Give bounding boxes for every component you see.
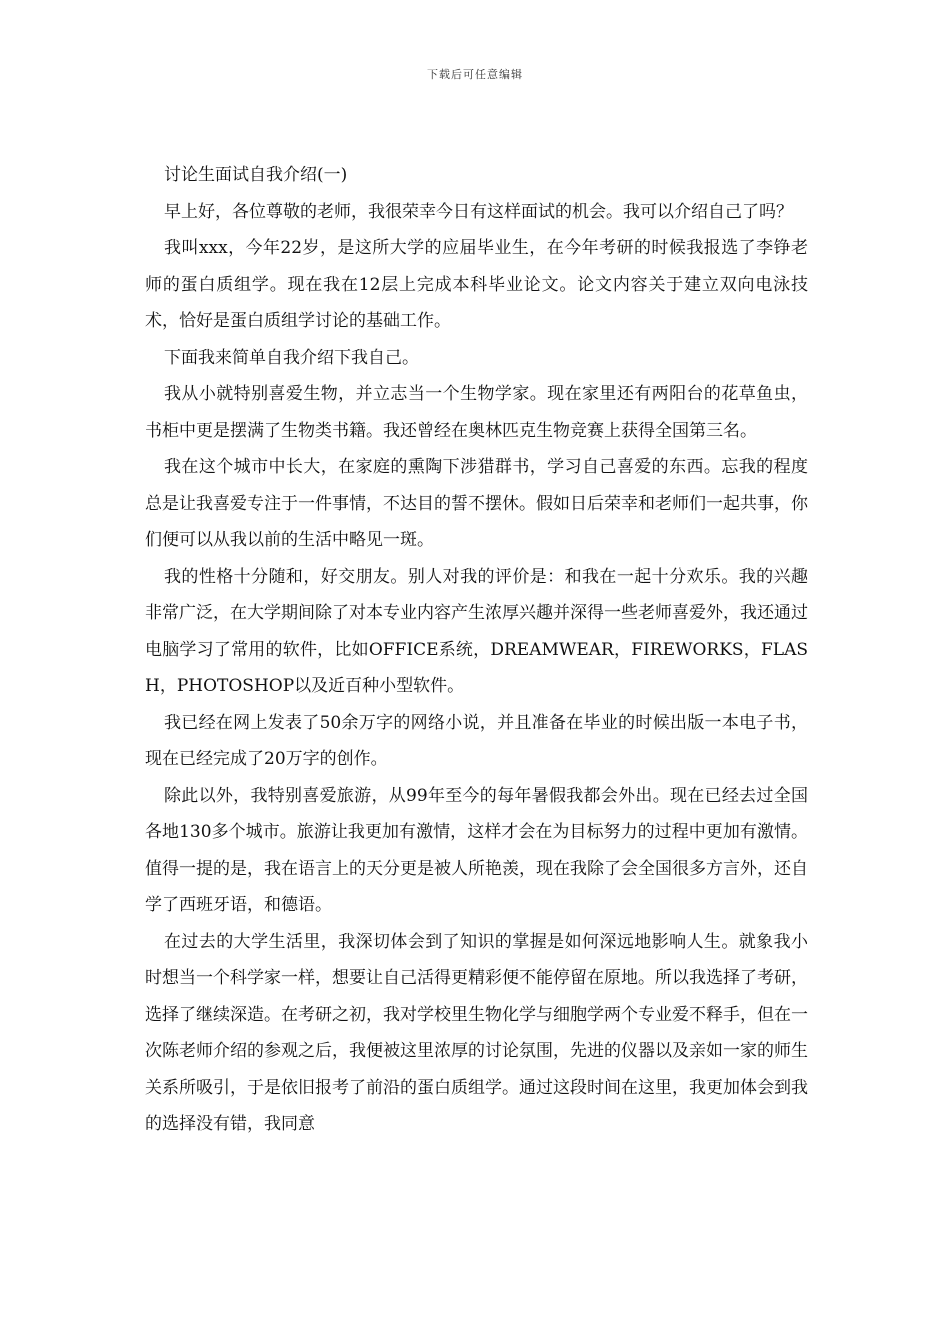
- paragraph-travel: 除此以外，我特别喜爱旅游，从99年至今的每年暑假我都会外出。现在已经去过全国各地130多个城市。旅游让我更加有激情，这样才会在为目标努力的过程中更加有激情。值得一提的是，我在语言上的天分更是被人所艳羡，现在我除了会全国很多方言外，还自学了西班牙语，和德语。: [145, 785, 808, 915]
- page-header: 下载后可任意编辑: [427, 68, 523, 81]
- paragraph-university-life: 在过去的大学生活里，我深切体会到了知识的掌握是如何深远地影响人生。就象我小时想当一个科学家一样，想要让自己活得更精彩便不能停留在原地。所以我选择了考研，选择了继续深造。在考研之初，我对学校里生物化学与细胞学两个专业爱不释手，但在一次陈老师介绍的参观之后，我便被这里浓厚的讨论氛围，先进的仪器以及亲如一家的师生关系所吸引，于是依旧报考了前沿的蛋白质组学。通过这段时间在这里，我更加体会到我的选择没有错，我同意: [145, 931, 808, 1134]
- paragraph-greeting: 早上好，各位尊敬的老师，我很荣幸今日有这样面试的机会。我可以介绍自己了吗？: [164, 201, 793, 222]
- paragraph-upbringing: 我在这个城市中长大，在家庭的熏陶下涉猎群书，学习自己喜爱的东西。忘我的程度总是让我喜爱专注于一件事情，不达目的誓不摆休。假如日后荣幸和老师们一起共事，你们便可以从我以前的生活中略见一斑。: [145, 457, 808, 550]
- paragraph-writing: 我已经在网上发表了50余万字的网络小说，并且准备在毕业的时候出版一本电子书，现在已经完成了20万字的创作。: [145, 712, 808, 769]
- paragraph-biology-interest: 我从小就特别喜爱生物，并立志当一个生物学家。现在家里还有两阳台的花草鱼虫，书柜中更是摆满了生物类书籍。我还曾经在奥林匹克生物竞赛上获得全国第三名。: [145, 384, 808, 441]
- paragraph-background: 我叫xxx，今年22岁，是这所大学的应届毕业生，在今年考研的时候我报选了李铮老师的蛋白质组学。现在我在12层上完成本科毕业论文。论文内容关于建立双向电泳技术，恰好是蛋白质组学讨论的基础工作。: [145, 238, 808, 331]
- document-body: [145, 157, 808, 1143]
- paragraph-intro: 下面我来简单自我介绍下我自己。: [164, 347, 419, 368]
- document-title: 讨论生面试自我介绍(一): [164, 165, 348, 185]
- paragraph-personality: 我的性格十分随和，好交朋友。别人对我的评价是：和我在一起十分欢乐。我的兴趣非常广泛，在大学期间除了对本专业内容产生浓厚兴趣并深得一些老师喜爱外，我还通过电脑学习了常用的软件，比如OFFICE系统，DREAMWEAR，FIREWORKS，FLASH，PHOTOSHOP以及近百种小型软件。: [145, 566, 808, 696]
